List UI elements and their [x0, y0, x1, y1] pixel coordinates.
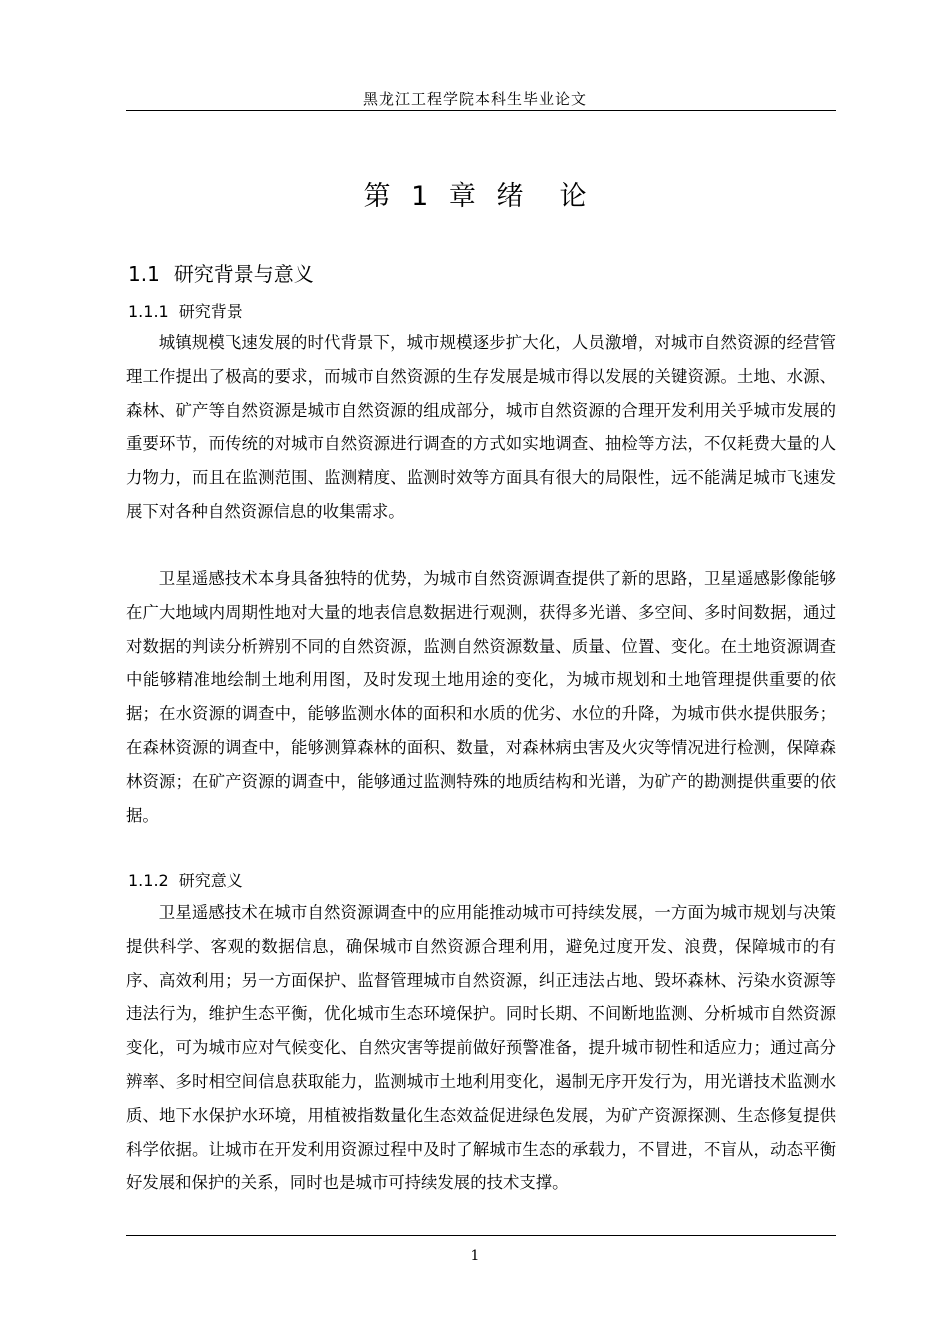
subsection-title: 研究背景 — [178, 302, 243, 321]
section-heading-1-1-1 — [128, 299, 243, 322]
body-paragraph-background: 城镇规模飞速发展的时代背景下，城市规模逐步扩大化，人员激增，对城市自然资源的经营管理工作提出了极高的要求，而城市自然资源的生存发展是城市得以发展的关键资源。土地、水源、森林、矿产等自然资源是城市自然资源的组成部分，城市自然资源的合理开发利用关乎城市发展的重要环节，而传统的对城市自然资源进行调查的方式如实地调查、抽检等方法，不仅耗费大量的人力物力，而且在监测范围、监测精度、监测时效等方面具有很大的局限性，远不能满足城市飞速发展下对各种自然资源信息的收集需求。 — [126, 333, 836, 521]
section-title: 研究背景与意义 — [173, 262, 314, 286]
body-paragraph-remote-sensing: 卫星遥感技术本身具备独特的优势，为城市自然资源调查提供了新的思路，卫星遥感影像能够在广大地域内周期性地对大量的地表信息数据进行观测，获得多光谱、多空间、多时间数据，通过对数据的判读分析辨别不同的自然资源，监测自然资源数量、质量、位置、变化。在土地资源调查中能够精准地绘制土地利用图，及时发现土地用途的变化，为城市规划和土地管理提供重要的依据；在水资源的调查中，能够监测水体的面积和水质的优劣、水位的升降，为城市供水提供服务；在森林资源的调查中，能够测算森林的面积、数量，对森林病虫害及火灾等情况进行检测，保障森林资源；在矿产资源的调查中，能够通过监测特殊的地质结构和光谱，为矿产的勘测提供重要的依据。 — [126, 569, 836, 825]
page-number: 1 — [470, 1248, 480, 1264]
body-paragraph-significance: 卫星遥感技术在城市自然资源调查中的应用能推动城市可持续发展，一方面为城市规划与决策提供科学、客观的数据信息，确保城市自然资源合理利用，避免过度开发、浪费，保障城市的有序、高效利用；另一方面保护、监督管理城市自然资源，纠正违法占地、毁坏森林、污染水资源等违法行为，维护生态平衡，优化城市生态环境保护。同时长期、不间断地监测、分析城市自然资源变化，可为城市应对气候变化、自然灾害等提前做好预警准备，提升城市韧性和适应力；通过高分辨率、多时相空间信息获取能力，监测城市土地利用变化，遏制无序开发行为，用光谱技术监测水质、地下水保护水环境，用植被指数量化生态效益促进绿色发展，为矿产资源探测、生态修复提供科学依据。让城市在开发利用资源过程中及时了解城市生态的承载力，不冒进，不盲从，动态平衡好发展和保护的关系，同时也是城市可持续发展的技术支撑。 — [126, 903, 836, 1193]
section-number: 1.1 — [128, 262, 160, 286]
chapter-title-part1: 绪 — [496, 181, 524, 212]
chapter-number: 第 1 章 — [363, 181, 476, 212]
running-header: 黑龙江工程学院本科生毕业论文 — [362, 90, 587, 108]
subsection-number: 1.1.2 — [128, 871, 169, 890]
section-heading-1-1 — [128, 258, 314, 287]
subsection-title: 研究意义 — [178, 871, 243, 890]
chapter-title-part2: 论 — [559, 181, 587, 212]
section-heading-1-1-2 — [128, 868, 243, 891]
chapter-title — [0, 174, 950, 213]
footer-rule — [126, 1235, 836, 1236]
header-rule — [126, 110, 836, 111]
subsection-number: 1.1.1 — [128, 302, 169, 321]
